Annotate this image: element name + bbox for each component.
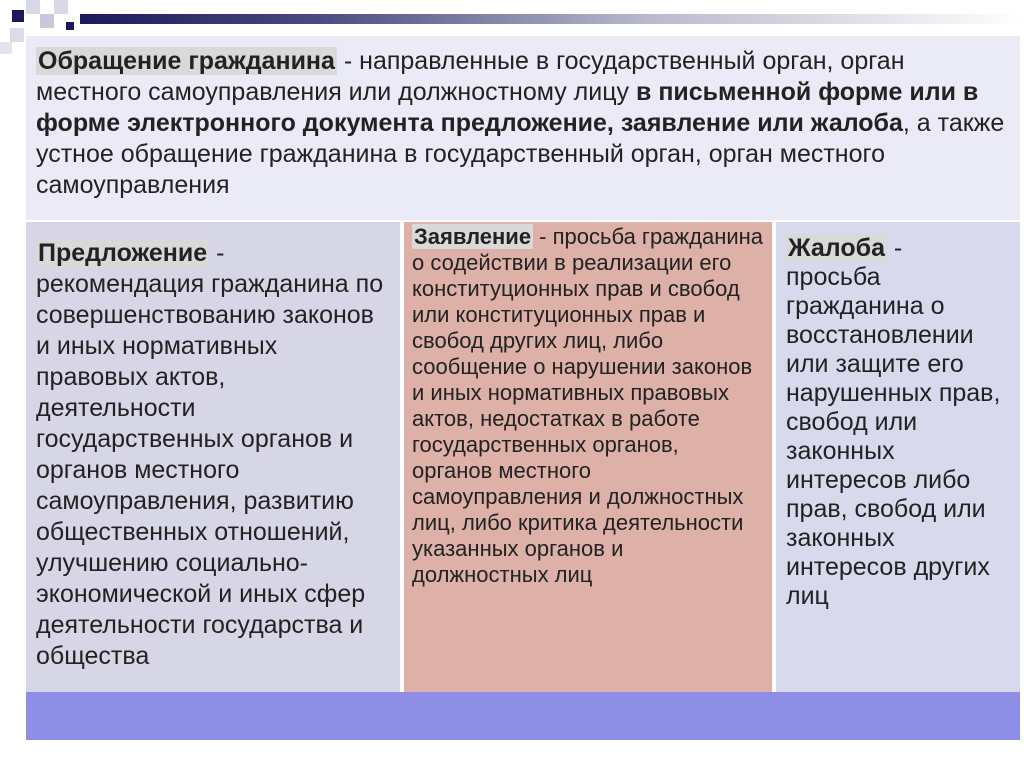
deco-square-light <box>40 14 54 28</box>
statement-dash: - <box>533 224 553 249</box>
deco-square-light <box>10 28 24 42</box>
column-proposal <box>26 222 400 692</box>
definition-term: Обращение гражданина <box>38 47 335 75</box>
complaint-text: просьба гражданина о восстановлении или защите его нарушенных прав, свобод или законных интересов либо прав, свобод или законных интересов других лиц <box>786 263 1001 610</box>
deco-square-light <box>54 0 68 14</box>
statement-text: просьба гражданина о содействии в реализации его конституционных прав и свобод или конституционных прав и свобод других лиц, либо сообщение о нарушении законов и иных нормативных правовых актов, недостатках в работе государственных органов, органов местного самоуправления и должностных лиц, либо критика деятельности указанных органов и должностных лиц <box>412 224 764 587</box>
column-statement <box>402 222 774 692</box>
deco-square-light <box>26 0 40 14</box>
complaint-dash: - <box>886 234 903 262</box>
proposal-dash: - <box>209 239 225 267</box>
proposal-term: Предложение <box>38 239 208 267</box>
bottom-bar <box>26 692 1020 740</box>
deco-square-navy-small <box>66 22 74 30</box>
definition-block <box>26 36 1020 220</box>
definition-bold: в письменной форме или в форме электронного документа предложение, заявление или жалоба <box>36 78 979 137</box>
definition-text-1: - направленные в государственный орган, орган местного самоуправления или должностному лицу <box>36 47 905 106</box>
proposal-text: рекомендация гражданина по совершенствованию законов и иных нормативных правовых актов, деятельности государственных органов и органов местного самоуправления, развитию общественных отношений, улучшению социально-экономической и иных сфер деятельности государства и общества <box>36 270 384 670</box>
column-complaint <box>776 222 1020 692</box>
deco-square-navy-large <box>12 10 24 22</box>
statement-term: Заявление <box>414 224 532 249</box>
definition-text-2: , а также устное обращение гражданина в государственный орган, орган местного самоуправления <box>36 109 1005 199</box>
title-gradient-bar <box>80 14 1024 24</box>
complaint-term: Жалоба <box>788 234 885 262</box>
deco-square-light <box>0 42 12 54</box>
